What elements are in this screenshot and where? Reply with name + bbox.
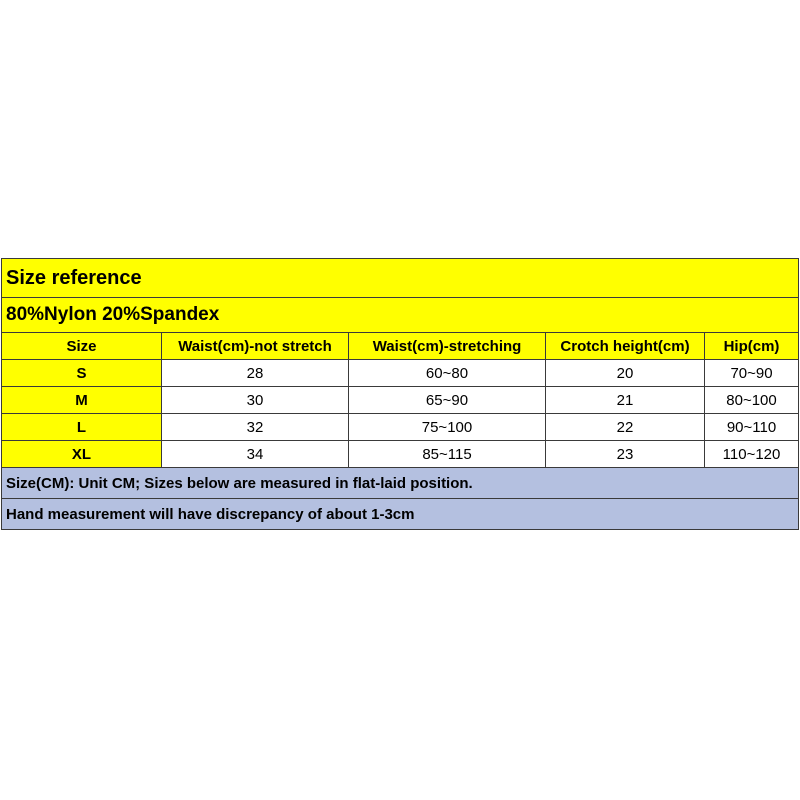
header-hip: Hip(cm): [705, 333, 799, 360]
crotch-height-cell: 20: [546, 360, 705, 387]
size-chart-table: [1, 258, 799, 530]
material-row: [2, 298, 799, 333]
size-cell: L: [2, 414, 162, 441]
note-row: [2, 468, 799, 499]
size-cell: S: [2, 360, 162, 387]
waist-not-stretch-cell: 32: [162, 414, 349, 441]
waist-stretching-cell: 85~115: [349, 441, 546, 468]
hip-cell: 90~110: [705, 414, 799, 441]
size-reference-title: Size reference: [2, 259, 799, 298]
title-row: [2, 259, 799, 298]
waist-not-stretch-cell: 34: [162, 441, 349, 468]
crotch-height-cell: 23: [546, 441, 705, 468]
hip-cell: 80~100: [705, 387, 799, 414]
header-crotch-height: Crotch height(cm): [546, 333, 705, 360]
waist-not-stretch-cell: 28: [162, 360, 349, 387]
table-row: [2, 414, 799, 441]
table-row: [2, 441, 799, 468]
header-size: Size: [2, 333, 162, 360]
waist-stretching-cell: 75~100: [349, 414, 546, 441]
waist-stretching-cell: 65~90: [349, 387, 546, 414]
crotch-height-cell: 21: [546, 387, 705, 414]
table-row: [2, 360, 799, 387]
waist-stretching-cell: 60~80: [349, 360, 546, 387]
crotch-height-cell: 22: [546, 414, 705, 441]
note-row: [2, 499, 799, 530]
discrepancy-note: Hand measurement will have discrepancy of about 1-3cm: [2, 499, 799, 530]
size-cell: M: [2, 387, 162, 414]
table-row: [2, 387, 799, 414]
unit-note: Size(CM): Unit CM; Sizes below are measured in flat-laid position.: [2, 468, 799, 499]
material-label: 80%Nylon 20%Spandex: [2, 298, 799, 333]
column-header-row: [2, 333, 799, 360]
hip-cell: 110~120: [705, 441, 799, 468]
header-waist-stretching: Waist(cm)-stretching: [349, 333, 546, 360]
size-cell: XL: [2, 441, 162, 468]
waist-not-stretch-cell: 30: [162, 387, 349, 414]
hip-cell: 70~90: [705, 360, 799, 387]
header-waist-not-stretch: Waist(cm)-not stretch: [162, 333, 349, 360]
